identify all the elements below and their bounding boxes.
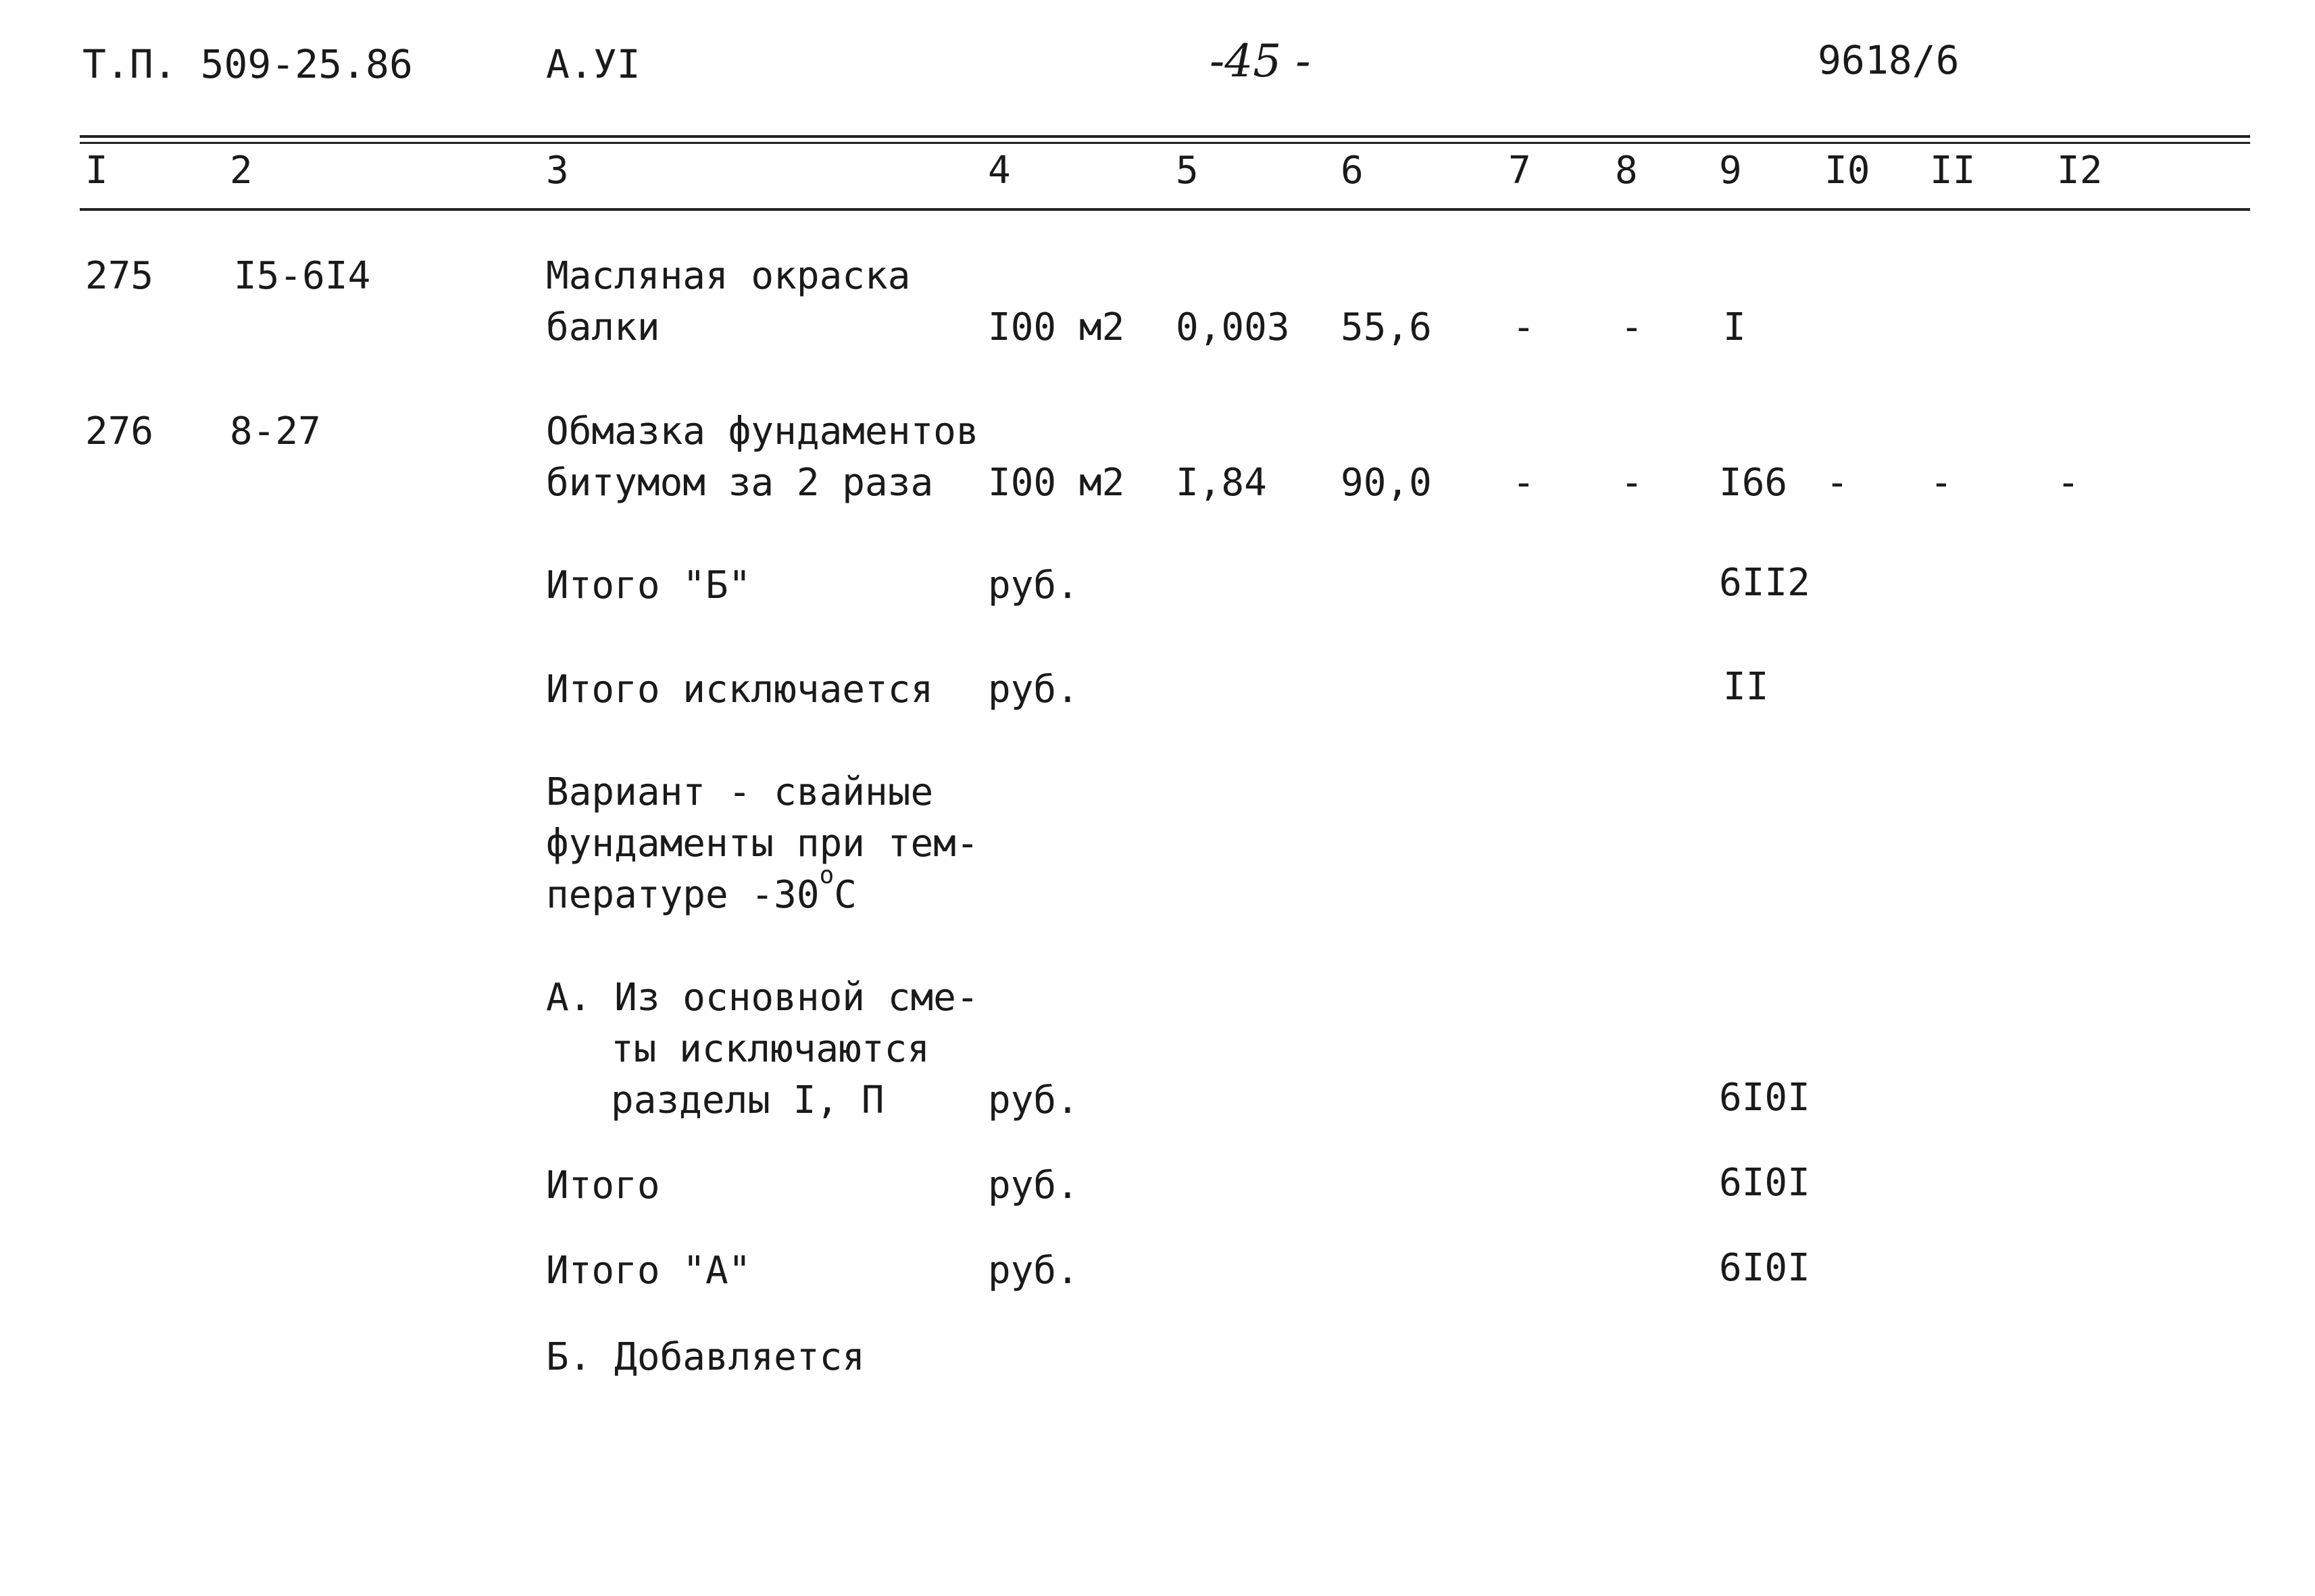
rate-code: I5-6I4 <box>234 254 371 298</box>
sheet-code: 9618/6 <box>1818 37 1960 83</box>
total-value: 6I0I <box>1719 1161 1810 1205</box>
total-label: Итого "А" <box>546 1249 751 1293</box>
variant-line <box>546 862 857 918</box>
column-header-5: 5 <box>1176 149 1199 193</box>
column-8-value: - <box>1620 461 1643 505</box>
column-7-value: - <box>1512 461 1535 505</box>
column-header-7: 7 <box>1508 149 1531 193</box>
section-a-unit: руб. <box>988 1078 1079 1122</box>
total-label: Итого <box>546 1164 660 1207</box>
total-label: Итого "Б" <box>546 564 751 607</box>
section-a-line: разделы I, П <box>611 1078 885 1122</box>
column-header-8: 8 <box>1615 149 1638 193</box>
column-8-value: - <box>1620 305 1643 349</box>
section-a-line: А. Из основной сме- <box>546 976 979 1020</box>
total-value: 6II2 <box>1719 561 1810 605</box>
album-label: А.УI <box>546 41 641 87</box>
row-number: 276 <box>85 409 154 453</box>
unit-price: 90,0 <box>1341 461 1432 505</box>
work-description: балки <box>546 305 660 349</box>
quantity: I,84 <box>1176 461 1267 505</box>
work-description: Масляная окраска <box>546 254 911 298</box>
unit: I00 м2 <box>988 305 1125 349</box>
work-description: Обмазка фундаментов <box>546 409 979 453</box>
total-label: Итого исключается <box>546 668 934 712</box>
total-unit: руб. <box>988 1164 1079 1207</box>
column-header-3: 3 <box>546 149 569 193</box>
column-12-value: - <box>2057 461 2080 505</box>
total-unit: руб. <box>988 668 1079 712</box>
section-a-value: 6I0I <box>1719 1076 1810 1120</box>
header-top-rule <box>80 135 2250 144</box>
column-header-2: 2 <box>230 149 253 193</box>
total-cost: I66 <box>1719 461 1788 505</box>
degree-sign: о <box>819 862 835 889</box>
section-b-heading: Б. Добавляется <box>546 1335 866 1379</box>
variant-line-unit: С <box>834 873 857 917</box>
total-value: II <box>1723 665 1769 709</box>
rate-code: 8-27 <box>230 409 321 453</box>
variant-line-text: пературе -30 <box>546 873 820 917</box>
unit: I00 м2 <box>988 461 1125 505</box>
total-cost: I <box>1723 305 1746 349</box>
column-header-10: I0 <box>1824 149 1870 193</box>
total-unit: руб. <box>988 564 1079 607</box>
work-description: битумом за 2 раза <box>546 461 934 505</box>
total-value: 6I0I <box>1719 1246 1810 1290</box>
column-header-12: I2 <box>2057 149 2103 193</box>
header-bottom-rule <box>80 208 2250 211</box>
column-header-4: 4 <box>988 149 1011 193</box>
column-10-value: - <box>1826 461 1849 505</box>
page-number: -45 - <box>1210 35 1311 87</box>
column-header-6: 6 <box>1341 149 1364 193</box>
column-header-11: II <box>1930 149 1976 193</box>
unit-price: 55,6 <box>1341 305 1432 349</box>
row-number: 275 <box>85 254 154 298</box>
quantity: 0,003 <box>1176 305 1290 349</box>
column-header-9: 9 <box>1719 149 1742 193</box>
variant-line: Вариант - свайные <box>546 770 934 814</box>
document-reference: Т.П. 509-25.86 <box>82 41 413 87</box>
column-7-value: - <box>1512 305 1535 349</box>
column-11-value: - <box>1930 461 1953 505</box>
variant-line: фундаменты при тем- <box>546 822 979 866</box>
total-unit: руб. <box>988 1249 1079 1293</box>
column-header-1: I <box>85 149 108 193</box>
section-a-line: ты исключаются <box>611 1027 930 1071</box>
